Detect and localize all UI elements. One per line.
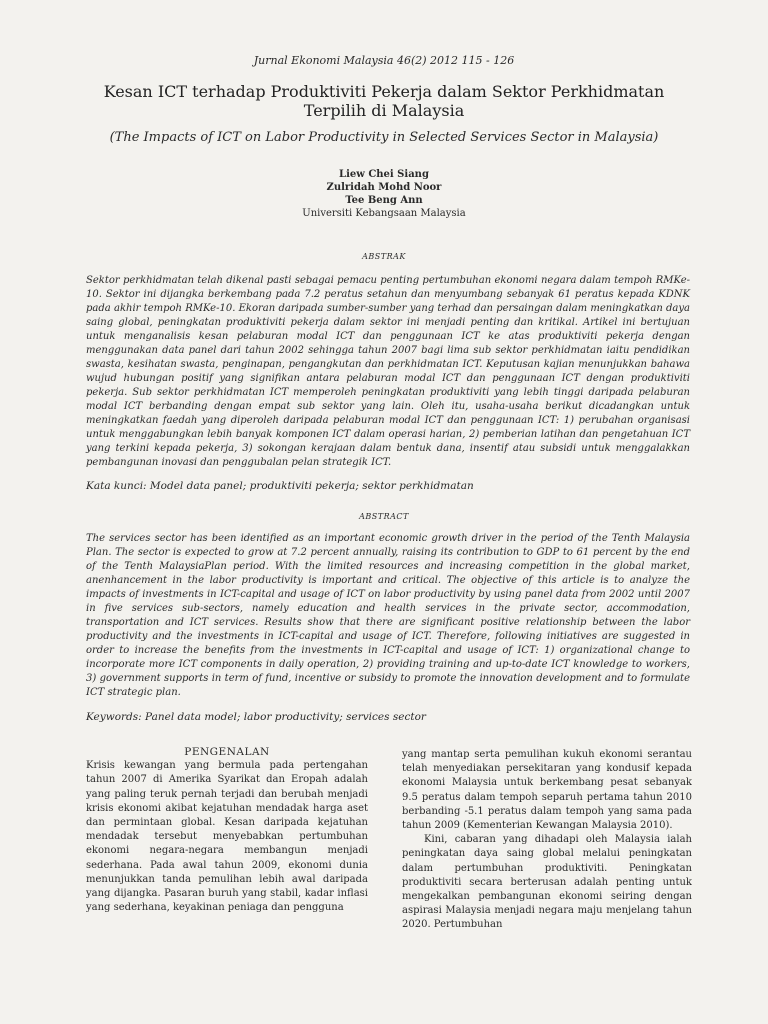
kata-kunci: Kata kunci: Model data panel; produktiviti pekerja; sektor perkhidmatan (86, 480, 474, 492)
abstract-body (86, 532, 690, 700)
paper-subtitle-english: (The Impacts of ICT on Labor Productivity in Selected Services Sector in Malaysia) (109, 130, 659, 145)
author-affiliation: Universiti Kebangsaan Malaysia (302, 208, 466, 219)
abstrak-body (86, 274, 690, 470)
left-column (86, 745, 368, 915)
author-name: Liew Chei Siang (339, 169, 429, 180)
body-paragraph: Kini, cabaran yang dihadapi oleh Malaysia ialah peningkatan daya saing global melalui peningkatan dalam pertumbuhan produktiviti. Peningkatan produktiviti secara berterusan adalah penting untuk mengekalkan pembangunan ekonomi seiring dengan aspirasi Malaysia menjadi negara maju menjelang tahun 2020. Pertumbuhan (402, 834, 692, 931)
author-block (0, 168, 768, 220)
journal-citation: Jurnal Ekonomi Malaysia 46(2) 2012 115 - 126 (253, 54, 515, 67)
author-name: Tee Beng Ann (345, 195, 423, 206)
author-name: Zulridah Mohd Noor (326, 182, 442, 193)
keywords: Keywords: Panel data model; labor productivity; services sector (86, 711, 426, 723)
abstrak-text: Sektor perkhidmatan telah dikenal pasti sebagai pemacu penting pertumbuhan ekonomi negara dalam tempoh RMKe-10. Sektor ini dijangka berkembang pada 7.2 peratus setahun dan menyumbang sebanyak 61 peratus kepada KDNK pada akhir tempoh RMKe-10. Ekoran daripada sumber-sumber yang terhad dan persaingan dalam meningkatkan daya saing global, peningkatan produktiviti pekerja dalam sektor ini menjadi penting dan kritikal. Artikel ini bertujuan untuk menganalisis kesan pelaburan modal ICT dan penggunaan ICT ke atas produktiviti pekerja dengan menggunakan data panel dari tahun 2002 sehingga tahun 2007 bagi lima sub sektor perkhidmatan iaitu pendidikan swasta, kesihatan swasta, penginapan, pengangkutan dan perkhidmatan ICT. Keputusan kajian menunjukkan bahawa wujud hubungan positif yang signifikan antara pelaburan modal ICT dan penggunaan ICT dengan produktiviti pekerja. Sub sektor perkhidmatan ICT memperoleh peningkatan produktiviti yang lebih tinggi daripada pelaburan modal ICT berbanding dengan empat sub sektor yang lain. Oleh itu, usaha-usaha berikut dicadangkan untuk meningkatkan faedah yang diperoleh daripada pelaburan modal ICT dan penggunaan ICT: 1) perubahan organisasi untuk menggabungkan lebih banyak komponen ICT dalam operasi harian, 2) pemberian latihan dan pengetahuan ICT yang terkini kepada pekerja, 3) sokongan kerajaan dalam bentuk dana, insentif atau subsidi untuk menggalakkan pembangunan inovasi dan penggubalan pelan strategik ICT. (86, 275, 690, 468)
abstrak-heading: ABSTRAK (362, 252, 406, 261)
abstract-heading: ABSTRACT (359, 512, 409, 521)
right-column (402, 748, 692, 933)
abstract-text: The services sector has been identified as an important economic growth driver in the period of the Tenth Malaysia Plan. The sector is expected to grow at 7.2 percent annually, raising its contribution to GDP to 61 percent by the end of the Tenth MalaysiaPlan period. With the limited resources and increasing competition in the global market, anenhancement in the labor productivity is important and critical. The objective of this article is to analyze the impacts of investments in ICT-capital and usage of ICT on labor productivity by using panel data from 2002 until 2007 in five services sub-sectors, namely education and health services in the private sector, accommodation, transportation and ICT services. Results show that there are significant positive relationship between the labor productivity and the investments in ICT-capital and usage of ICT. Therefore, following initiatives are suggested in order to increase the benefits from the investments in ICT-capital and usage of ICT: 1) organizational change to incorporate more ICT components in daily operation, 2) providing training and up-to-date ICT knowledge to workers, 3) government supports in term of fund, incentive or subsidy to promote the innovation development and to formulate ICT strategic plan. (86, 533, 690, 698)
section-heading-pengenalan: PENGENALAN (184, 746, 270, 758)
paper-title: Kesan ICT terhadap Produktiviti Pekerja dalam Sektor Perkhidmatan Terpilih di Malaysia (103, 82, 665, 120)
body-paragraph: yang mantap serta pemulihan kukuh ekonomi serantau telah menyediakan persekitaran yang kondusif kepada ekonomi Malaysia untuk berkembang pesat sebanyak 9.5 peratus dalam tempoh separuh pertama tahun 2010 berbanding -5.1 peratus dalam tempoh yang sama pada tahun 2009 (Kementerian Kewangan Malaysia 2010). (402, 749, 692, 832)
body-paragraph: Krisis kewangan yang bermula pada pertengahan tahun 2007 di Amerika Syarikat dan Eropah adalah yang paling teruk pernah terjadi dan berubah menjadi krisis ekonomi akibat kejatuhan mendadak harga aset dan permintaan global. Kesan daripada kejatuhan mendadak tersebut menyebabkan pertumbuhan ekonomi negara-negara membangun menjadi sederhana. Pada awal tahun 2009, ekonomi dunia menunjukkan tanda pemulihan lebih awal daripada yang dijangka. Pasaran buruh yang stabil, kadar inflasi yang sederhana, keyakinan peniaga dan pengguna (86, 760, 368, 914)
